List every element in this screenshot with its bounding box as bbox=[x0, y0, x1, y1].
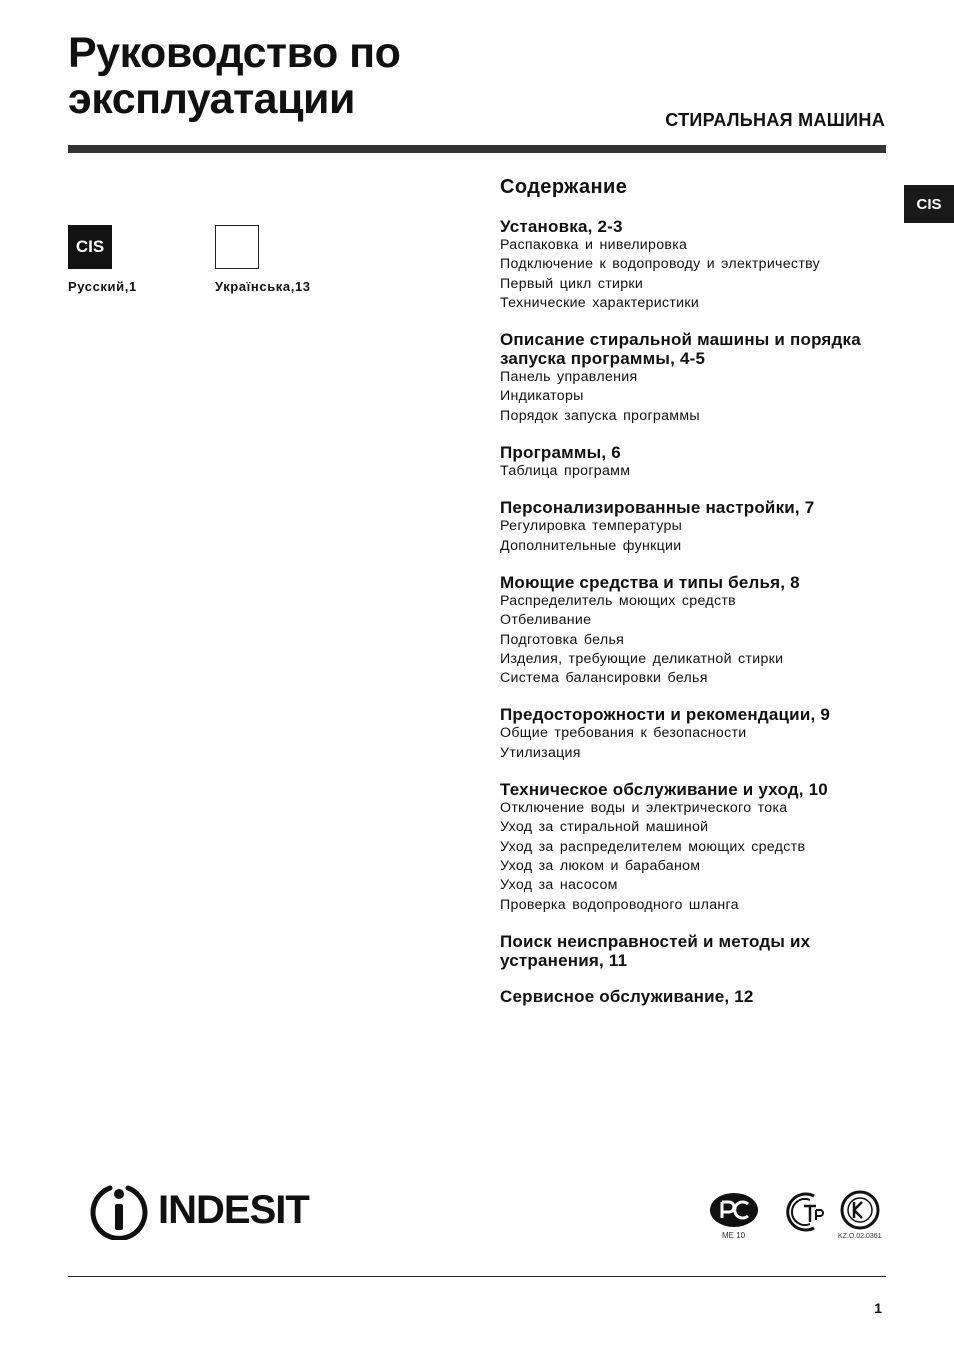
toc-subitem[interactable]: Уход за распределителем моющих средств bbox=[500, 838, 806, 855]
toc-subitem[interactable]: Регулировка температуры bbox=[500, 518, 683, 535]
toc-subitems bbox=[500, 592, 890, 688]
page-number: 1 bbox=[874, 1300, 882, 1316]
toc-subitem[interactable]: Проверка водопроводного шланга bbox=[500, 896, 739, 913]
ctr-mark-icon bbox=[788, 1194, 823, 1230]
toc-subitems bbox=[500, 236, 890, 313]
kz-mark-icon bbox=[842, 1192, 878, 1228]
toc-section[interactable] bbox=[500, 780, 890, 915]
toc-subitem[interactable]: Панель управления bbox=[500, 369, 638, 386]
toc-subitem[interactable]: Отбеливание bbox=[500, 612, 592, 629]
toc-sections bbox=[500, 217, 890, 1006]
toc-section-title[interactable]: Описание стиральной машины и порядка запуска программы, 4-5 bbox=[500, 330, 861, 369]
product-subtitle: СТИРАЛЬНАЯ МАШИНА bbox=[665, 110, 885, 130]
toc-section[interactable] bbox=[500, 987, 890, 1006]
toc-subitem[interactable]: Таблица программ bbox=[500, 463, 631, 480]
toc-section[interactable] bbox=[500, 498, 890, 556]
language-label: Русский,1 bbox=[68, 279, 137, 294]
toc-subitem[interactable]: Уход за люком и барабаном bbox=[500, 857, 701, 874]
language-side-tab: CIS bbox=[904, 185, 954, 223]
toc-section[interactable] bbox=[500, 573, 890, 688]
toc-subitem[interactable]: Уход за стиральной машиной bbox=[500, 819, 709, 836]
toc-subitem[interactable]: Дополнительные функции bbox=[500, 537, 682, 554]
toc-section-title[interactable]: Сервисное обслуживание, 12 bbox=[500, 986, 754, 1006]
toc-section[interactable] bbox=[500, 217, 890, 313]
toc-section[interactable] bbox=[500, 330, 890, 426]
toc-section[interactable] bbox=[500, 443, 890, 481]
toc-subitem[interactable]: Изделия, требующие деликатной стирки bbox=[500, 650, 784, 667]
toc-subitem[interactable]: Отключение воды и электрического тока bbox=[500, 800, 788, 817]
toc-section-title[interactable]: Программы, 6 bbox=[500, 443, 621, 463]
toc-subitems bbox=[500, 462, 890, 481]
table-of-contents bbox=[500, 176, 890, 1023]
toc-subitem[interactable]: Утилизация bbox=[500, 744, 581, 761]
footer-divider bbox=[68, 1276, 886, 1277]
toc-section-title[interactable]: Персонализированные настройки, 7 bbox=[500, 498, 815, 518]
toc-subitems bbox=[500, 799, 890, 915]
toc-subitem[interactable]: Подготовка белья bbox=[500, 631, 625, 648]
brand-logo bbox=[88, 1180, 309, 1240]
toc-section[interactable] bbox=[500, 705, 890, 763]
toc-heading: Содержание bbox=[500, 176, 628, 198]
cert-caption: ME 10 bbox=[722, 1231, 746, 1240]
brand-name: INDESIT bbox=[158, 1187, 309, 1232]
toc-subitem[interactable]: Система балансировки белья bbox=[500, 670, 708, 687]
toc-subitem[interactable]: Порядок запуска программы bbox=[500, 407, 700, 424]
language-code-box: CIS bbox=[68, 225, 112, 269]
cert-caption: KZ.O.02.0361 bbox=[838, 1233, 882, 1240]
toc-section-title[interactable]: Установка, 2-3 bbox=[500, 217, 623, 236]
toc-subitem[interactable]: Первый цикл стирки bbox=[500, 275, 644, 292]
toc-section-title[interactable]: Предосторожности и рекомендации, 9 bbox=[500, 705, 830, 725]
toc-subitem[interactable]: Технические характеристики bbox=[500, 294, 700, 311]
toc-subitem[interactable]: Распределитель моющих средств bbox=[500, 592, 736, 609]
toc-subitem[interactable]: Индикаторы bbox=[500, 388, 584, 405]
toc-subitem[interactable]: Распаковка и нивелировка bbox=[500, 237, 688, 253]
indesit-logo-icon bbox=[88, 1180, 150, 1240]
certification-marks bbox=[708, 1190, 888, 1242]
toc-subitem[interactable]: Общие требования к безопасности bbox=[500, 725, 747, 742]
pct-mark-icon bbox=[710, 1193, 758, 1227]
page-title: Руководство по эксплуатации bbox=[68, 29, 401, 123]
language-label: Українська,13 bbox=[215, 279, 311, 294]
toc-section-title[interactable]: Моющие средства и типы белья, 8 bbox=[500, 572, 800, 592]
toc-subitems bbox=[500, 724, 890, 763]
toc-section-title[interactable]: Техническое обслуживание и уход, 10 bbox=[500, 780, 828, 800]
toc-subitem[interactable]: Подключение к водопроводу и электричеству bbox=[500, 256, 821, 273]
language-entry-ukrainian[interactable] bbox=[215, 225, 311, 294]
toc-subitem[interactable]: Уход за насосом bbox=[500, 877, 618, 894]
language-code-box bbox=[215, 225, 259, 269]
toc-section-title[interactable]: Поиск неисправностей и методы их устранения, 11 bbox=[500, 931, 811, 970]
header-divider bbox=[68, 145, 886, 153]
language-entry-russian[interactable] bbox=[68, 225, 137, 294]
toc-subitems bbox=[500, 368, 890, 426]
toc-subitems bbox=[500, 517, 890, 556]
toc-section[interactable] bbox=[500, 932, 890, 970]
